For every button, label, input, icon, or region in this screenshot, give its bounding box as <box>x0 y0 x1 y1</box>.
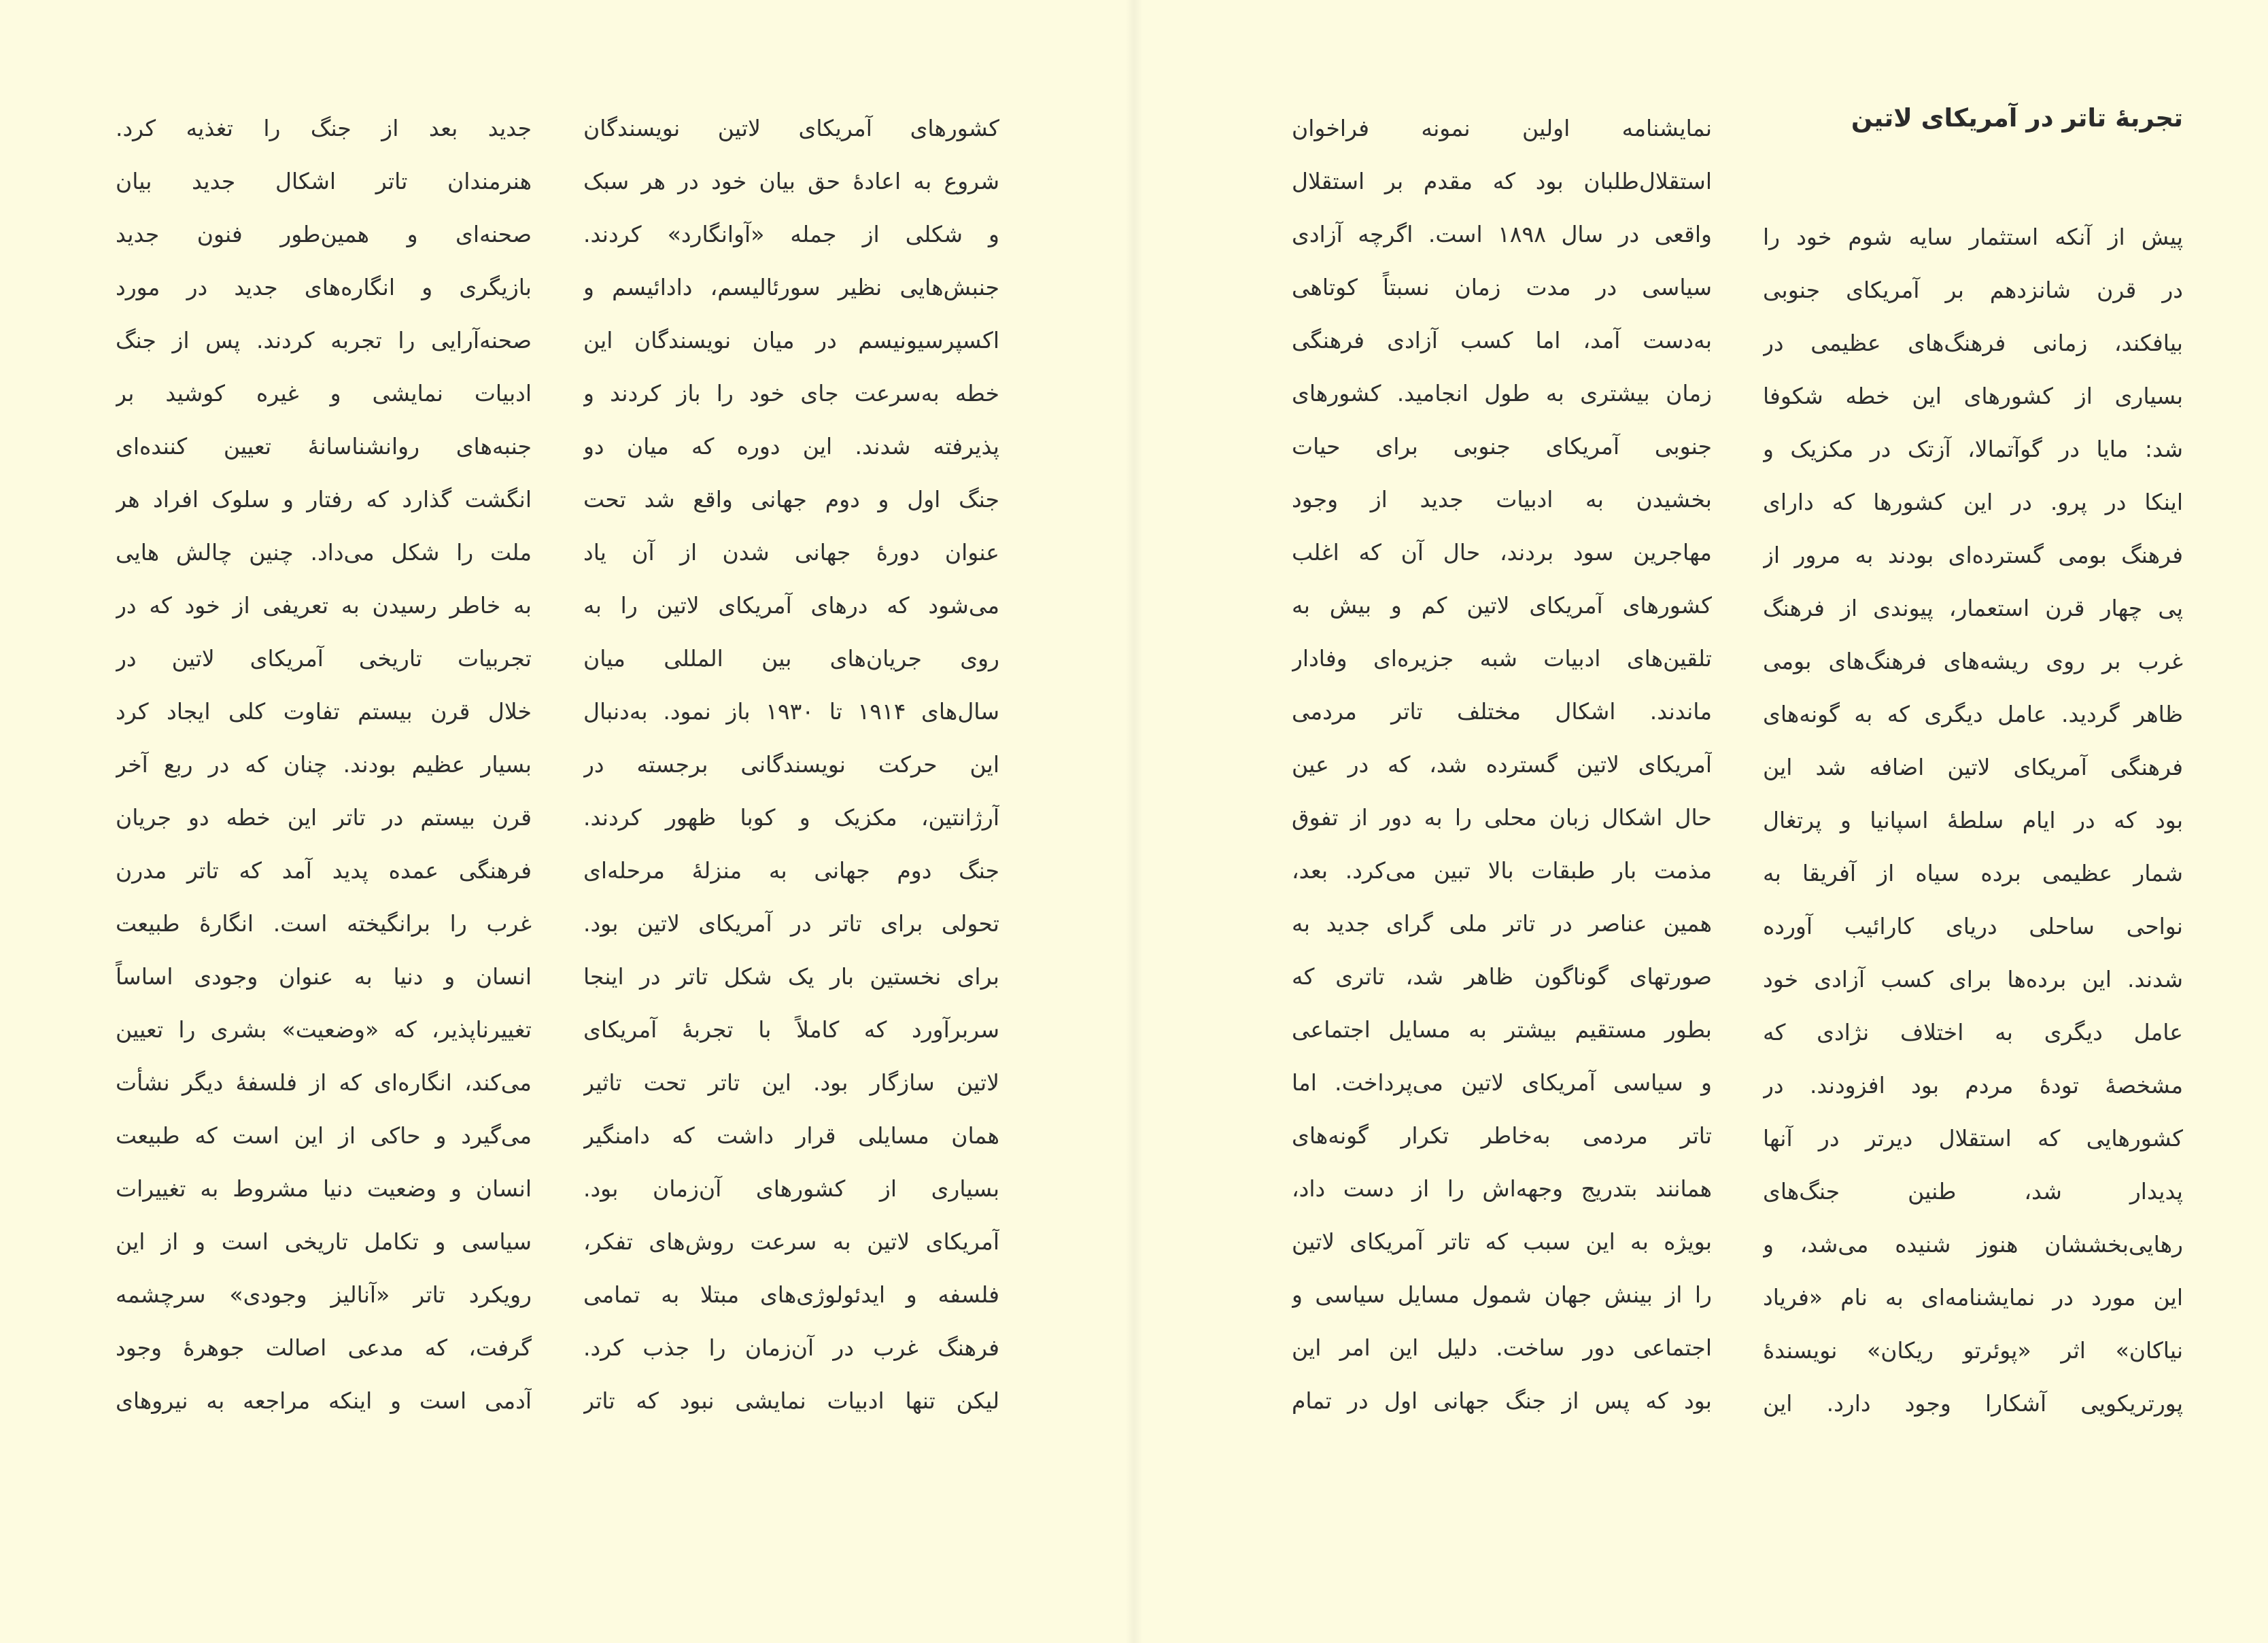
text-line: بسیار عظیم بودند. چنان که در ربع آخر <box>116 751 532 778</box>
text-line: سیاسی در مدت زمان نسبتاً کوتاهی <box>1292 274 1712 300</box>
text-line: سال‌های ۱۹۱۴ تا ۱۹۳۰ باز نمود. به‌دنبال <box>583 698 999 725</box>
text-line: لیکن تنها ادبیات نمایشی نبود که تاتر <box>583 1387 999 1414</box>
book-gutter <box>1125 0 1143 1643</box>
text-line: ماندند. اشکال مختلف تاتر مردمی <box>1292 698 1712 725</box>
text-line: صحنه‌ای و همین‌طور فنون جدید <box>116 221 532 247</box>
text-line: جنگ اول و دوم جهانی واقع شد تحت <box>583 486 999 513</box>
text-line: سربرآورد که کاملاً با تجربهٔ آمریکای <box>583 1016 999 1043</box>
text-line: فرهنگ بومی گسترده‌ای بودند به مرور از <box>1763 542 2183 568</box>
text-line: به‌دست آمد، اما کسب آزادی فرهنگی <box>1292 327 1712 353</box>
text-line: خطه به‌سرعت جای خود را باز کردند و <box>583 380 999 407</box>
text-line: می‌گیرد و حاکی از این است که طبیعت <box>116 1122 532 1149</box>
text-line: جنگ دوم جهانی به منزلهٔ مرحله‌ای <box>583 857 999 884</box>
text-line: بیافکند، زمانی فرهنگ‌های عظیمی در <box>1763 330 2183 356</box>
text-line: آدمی است و اینکه مراجعه به نیروهای <box>116 1387 532 1414</box>
text-line: همان مسایلی قرار داشت که دامنگیر <box>583 1122 999 1149</box>
text-line: غرب را برانگیخته است. انگارهٔ طبیعت <box>116 910 532 937</box>
text-line: پی چهار قرن استعمار، پیوندی از فرهنگ <box>1763 595 2183 621</box>
text-line: اکسپرسیونیسم در میان نویسندگان این <box>583 327 999 353</box>
text-line: فلسفه و ایدئولوژی‌های مبتلا به تمامی <box>583 1281 999 1308</box>
text-line: بازیگری و انگاره‌های جدید در مورد <box>116 274 532 300</box>
text-line: انسان و وضعیت دنیا مشروط به تغییرات <box>116 1175 532 1202</box>
text-line: می‌شود که درهای آمریکای لاتین را به <box>583 592 999 619</box>
text-line: هنرمندان تاتر اشکال جدید بیان <box>116 168 532 194</box>
text-line: خلال قرن بیستم تفاوت کلی ایجاد کرد <box>116 698 532 725</box>
text-line: تغییرناپذیر، که «وضعیت» بشری را تعیین <box>116 1016 532 1043</box>
text-line: پیش از آنکه استثمار سایه شوم خود را <box>1763 224 2183 250</box>
text-line: پذیرفته شدند. این دوره که میان دو <box>583 433 999 460</box>
column-left-page-left <box>116 102 532 1428</box>
text-line: حال اشکال زبان محلی را به دور از تفوق <box>1292 804 1712 831</box>
text-line: آمریکای لاتین به سرعت روش‌های تفکر، <box>583 1228 999 1255</box>
text-line: عنوان دورهٔ جهانی شدن از آن یاد <box>583 539 999 566</box>
text-line: اجتماعی دور ساخت. دلیل این امر این <box>1292 1334 1712 1361</box>
text-line: رهایی‌بخششان هنوز شنیده می‌شد، و <box>1763 1231 2183 1258</box>
text-line: بخشیدن به ادبیات جدید از وجود <box>1292 486 1712 513</box>
text-line: و سیاسی آمریکای لاتین می‌پرداخت. اما <box>1292 1069 1712 1096</box>
text-line: فرهنگ غرب در آن‌زمان را جذب کرد. <box>583 1334 999 1361</box>
text-line: فرهنگی آمریکای لاتین اضافه شد این <box>1763 754 2183 780</box>
text-line: آمریکای لاتین گسترده شد، که در عین <box>1292 751 1712 778</box>
text-line: آرژانتین، مکزیک و کوبا ظهور کردند. <box>583 804 999 831</box>
text-line: ظاهر گردید. عامل دیگری که به گونه‌های <box>1763 701 2183 727</box>
text-line: جنبه‌های روانشناسانهٔ تعیین کننده‌ای <box>116 433 532 460</box>
text-line: جنوبی آمریکای جنوبی برای حیات <box>1292 433 1712 460</box>
text-line: پورتریکویی آشکارا وجود دارد. این <box>1763 1390 2183 1417</box>
text-line: استقلال‌طلبان بود که مقدم بر استقلال <box>1292 168 1712 194</box>
text-line: عامل دیگری به اختلاف نژادی که <box>1763 1019 2183 1045</box>
text-line: جنبش‌هایی نظیر سورئالیسم، دادائیسم و <box>583 274 999 300</box>
text-line: ادبیات نمایشی و غیره کوشید بر <box>116 380 532 407</box>
text-line: پدیدار شد، طنین جنگ‌های <box>1763 1178 2183 1205</box>
text-line: زمان بیشتری به طول انجامید. کشورهای <box>1292 380 1712 407</box>
text-line: ملت را شکل می‌داد. چنین چالش هایی <box>116 539 532 566</box>
text-line: می‌کند، انگاره‌ای که از فلسفهٔ دیگر نشأت <box>116 1069 532 1096</box>
text-line: بود که در ایام سلطهٔ اسپانیا و پرتغال <box>1763 807 2183 833</box>
text-line: این حرکت نویسندگانی برجسته در <box>583 751 999 778</box>
text-line: صورتهای گوناگون ظاهر شد، تاتری که <box>1292 963 1712 990</box>
text-line: به خاطر رسیدن به تعریفی از خود که در <box>116 592 532 619</box>
text-line: کشورهایی که استقلال دیرتر در آنها <box>1763 1125 2183 1152</box>
text-line: غرب بر روی ریشه‌های فرهنگ‌های بومی <box>1763 648 2183 674</box>
text-line: روی جریان‌های بین المللی میان <box>583 645 999 672</box>
text-line: مشخصهٔ تودهٔ مردم بود افزودند. در <box>1763 1072 2183 1099</box>
text-line: کشورهای آمریکای لاتین نویسندگان <box>583 115 999 141</box>
text-line: نیاکان» اثر «پوئرتو ریکان» نویسندهٔ <box>1763 1337 2183 1364</box>
text-line: و شکلی از جمله «آوانگارد» کردند. <box>583 221 999 247</box>
text-line: فرهنگی عمده پدید آمد که تاتر مدرن <box>116 857 532 884</box>
text-line: بود که پس از جنگ جهانی اول در تمام <box>1292 1387 1712 1414</box>
column-right-page-left <box>1292 102 1712 1428</box>
text-line: برای نخستین بار یک شکل تاتر در اینجا <box>583 963 999 990</box>
text-line: تاتر مردمی به‌خاطر تکرار گونه‌های <box>1292 1122 1712 1149</box>
text-line: سیاسی و تکامل تاریخی است و از این <box>116 1228 532 1255</box>
text-line: اینکا در پرو. در این کشورها که دارای <box>1763 489 2183 515</box>
text-line: بویژه به این سبب که تاتر آمریکای لاتین <box>1292 1228 1712 1255</box>
text-line: بسیاری از کشورهای این خطه شکوفا <box>1763 383 2183 409</box>
text-line: قرن بیستم در تاتر این خطه دو جریان <box>116 804 532 831</box>
text-line: انگشت گذارد که رفتار و سلوک افراد هر <box>116 486 532 513</box>
text-line: تلقین‌های ادبیات شبه جزیره‌ای وفادار <box>1292 645 1712 672</box>
text-line: نواحی ساحلی دریای کارائیب آورده <box>1763 913 2183 939</box>
text-line: کشورهای آمریکای لاتین کم و بیش به <box>1292 592 1712 619</box>
text-line: گرفت، که مدعی اصالت جوهرهٔ وجود <box>116 1334 532 1361</box>
text-line: جدید بعد از جنگ را تغذیه کرد. <box>116 115 532 141</box>
text-line: شد: مایا در گوآتمالا، آزتک در مکزیک و <box>1763 436 2183 462</box>
text-line: شدند. این برده‌ها برای کسب آزادی خود <box>1763 966 2183 992</box>
column-left-page-right <box>583 102 999 1428</box>
text-line: مهاجرین سود بردند، حال آن که اغلب <box>1292 539 1712 566</box>
text-line: همانند بتدریج وجهه‌اش را از دست داد، <box>1292 1175 1712 1202</box>
text-line: بطور مستقیم بیشتر به مسایل اجتماعی <box>1292 1016 1712 1043</box>
text-line: شروع به اعادهٔ حق بیان خود در هر سبک <box>583 168 999 194</box>
text-line: نمایشنامه اولین نمونه فراخوان <box>1292 115 1712 141</box>
text-line: لاتین سازگار بود. این تاتر تحت تاثیر <box>583 1069 999 1096</box>
text-line: این مورد در نمایشنامه‌ای به نام «فریاد <box>1763 1284 2183 1311</box>
text-line: در قرن شانزدهم بر آمریکای جنوبی <box>1763 277 2183 303</box>
text-line: تحولی برای تاتر در آمریکای لاتین بود. <box>583 910 999 937</box>
text-line: همین عناصر در تاتر ملی گرای جدید به <box>1292 910 1712 937</box>
text-line: تجربیات تاریخی آمریکای لاتین در <box>116 645 532 672</box>
text-line: انسان و دنیا به عنوان وجودی اساساً <box>116 963 532 990</box>
text-line: رویکرد تاتر «آنالیز وجودی» سرچشمه <box>116 1281 532 1308</box>
text-line: بسیاری از کشورهای آن‌زمان بود. <box>583 1175 999 1202</box>
column-right-page-right <box>1763 211 2183 1430</box>
text-line: شمار عظیمی برده سیاه از آفریقا به <box>1763 860 2183 886</box>
text-line: را از بینش جهان شمول مسایل سیاسی و <box>1292 1281 1712 1308</box>
text-line: مذمت بار طبقات بالا تبین می‌کرد. بعد، <box>1292 857 1712 884</box>
text-line: واقعی در سال ۱۸۹۸ است. اگرچه آزادی <box>1292 221 1712 247</box>
text-line: صحنه‌آرایی را تجربه کردند. پس از جنگ <box>116 327 532 353</box>
article-title: تجربهٔ تاتر در آمریکای لاتین <box>1851 103 2183 133</box>
